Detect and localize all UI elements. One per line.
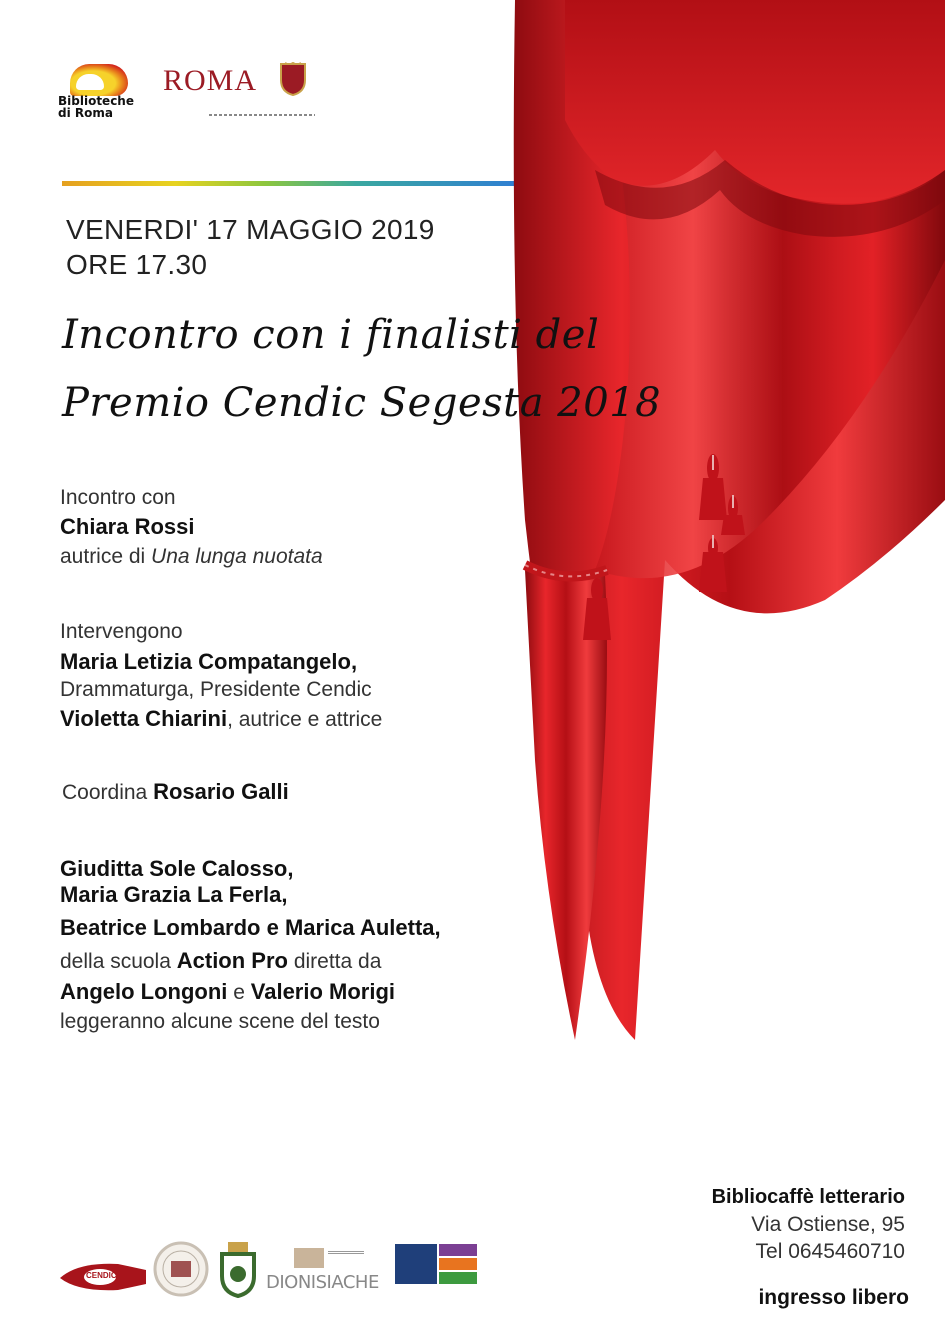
dionisiache-logo (266, 1240, 388, 1300)
rainbow-divider (62, 181, 515, 186)
reader-line6: leggeranno alcune scene del testo (60, 1010, 380, 1033)
teatro-logo-green-band (439, 1272, 477, 1284)
reader-line2: Maria Grazia La Ferla, (60, 882, 288, 907)
dionisiache-mark (294, 1248, 324, 1268)
director1-name: Angelo Longoni (60, 979, 228, 1004)
guest-book-title: Una lunga nuotata (151, 545, 323, 568)
seal-logo (152, 1240, 210, 1300)
reader-line3: Beatrice Lombardo e Marica Auletta, (60, 915, 441, 940)
school-prefix: della scuola (60, 950, 177, 973)
roma-logo (163, 62, 323, 124)
biblioteche-logo-mark (70, 64, 128, 96)
directors-and: e (227, 981, 251, 1004)
roma-logo-word: ROMA (163, 64, 258, 97)
roma-logo-subtext (209, 114, 315, 116)
teatro-logo-orange-band (439, 1258, 477, 1270)
entry-info: ingresso libero (758, 1286, 909, 1309)
dionisiache-subtext (328, 1250, 364, 1254)
dionisiache-logo-text: DIONISIACHE (266, 1272, 379, 1293)
guest-role-prefix: autrice di (60, 545, 152, 568)
event-time: ORE 17.30 (66, 249, 208, 280)
municipal-seal-icon (152, 1240, 210, 1298)
teatro-logo-purple-band (439, 1244, 477, 1256)
cendic-logo (58, 1240, 148, 1300)
reader-line5 (60, 979, 395, 1005)
teatro-di-roma-logo (395, 1240, 477, 1300)
speaker1-name: Maria Letizia Compatangelo, (60, 649, 358, 674)
red-curtain-illustration (505, 0, 945, 1050)
town-crest-icon (216, 1240, 260, 1298)
event-title-line2: Premio Cendic Segesta 2018 (62, 380, 662, 426)
biblioteche-logo-text: Biblioteche di Roma (58, 94, 134, 120)
venue-phone: Tel 0645460710 (755, 1240, 905, 1263)
speaker2-role: , autrice e attrice (227, 708, 383, 731)
event-title-line1: Incontro con i finalisti del (62, 312, 600, 358)
guest-intro: Incontro con (60, 486, 176, 509)
biblioteche-di-roma-logo (58, 62, 148, 122)
guest-name: Chiara Rossi (60, 514, 195, 539)
speaker1-role: Drammaturga, Presidente Cendic (60, 678, 372, 701)
reader-line4 (60, 948, 381, 974)
school-name: Action Pro (176, 948, 288, 973)
coordinator-label: Coordina (62, 781, 154, 804)
coordinator-name: Rosario Galli (153, 779, 289, 804)
venue-address: Via Ostiense, 95 (751, 1213, 905, 1236)
speakers-intro: Intervengono (60, 620, 183, 643)
speaker2 (60, 706, 382, 732)
teatro-logo-blue-block (395, 1244, 437, 1284)
event-date: VENERDI' 17 MAGGIO 2019 (66, 214, 435, 245)
venue-name: Bibliocaffè letterario (711, 1186, 905, 1208)
crest-logo (216, 1240, 260, 1300)
guest-role (60, 545, 323, 569)
coordinator (62, 779, 289, 805)
reader-line1: Giuditta Sole Calosso, (60, 856, 294, 881)
school-suffix: diretta da (287, 950, 382, 973)
speaker2-name: Violetta Chiarini (60, 706, 228, 731)
director2-name: Valerio Morigi (250, 979, 396, 1004)
cendic-logo-text: CENDIC (86, 1271, 117, 1280)
roma-shield-icon (279, 62, 307, 96)
